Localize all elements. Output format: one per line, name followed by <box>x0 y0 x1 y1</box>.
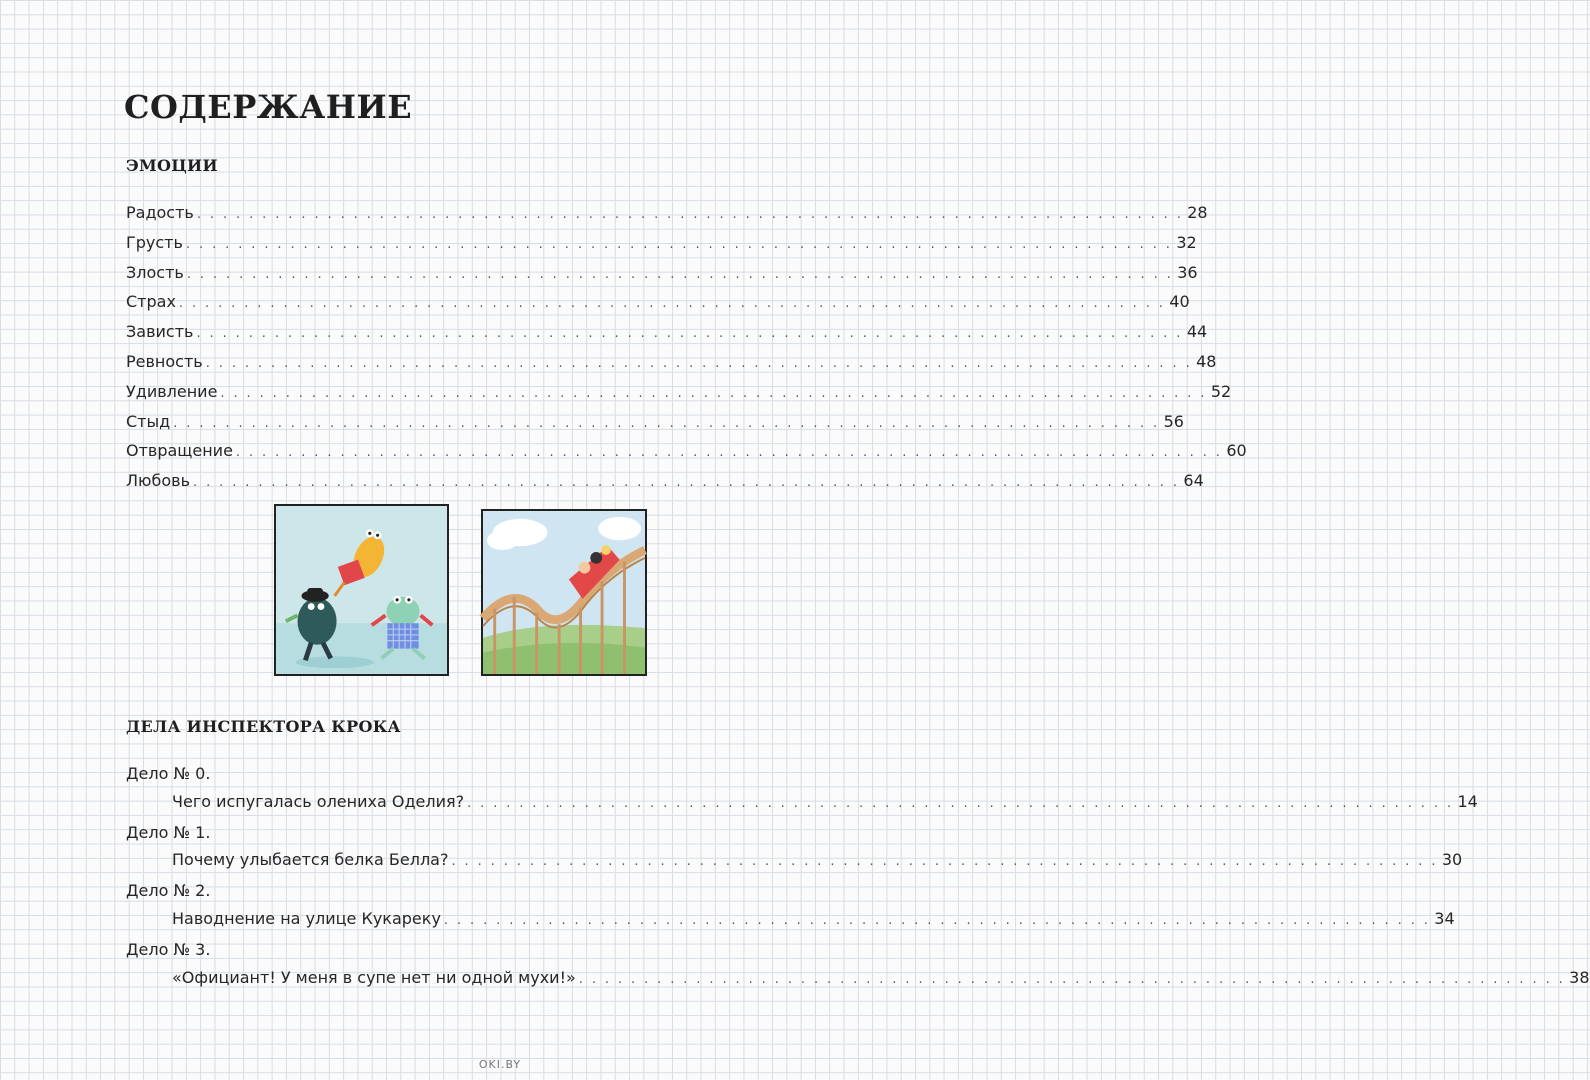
toc-entry-label: Любовь <box>126 471 191 491</box>
case-entry <box>126 760 1478 818</box>
toc-entry-page: 64 <box>1183 471 1204 491</box>
toc-entry[interactable] <box>126 905 1455 935</box>
case-entry <box>126 877 1455 935</box>
toc-entry[interactable] <box>126 846 1463 876</box>
toc-entry-label: Страх <box>126 292 176 312</box>
page-title: СОДЕРЖАНИЕ <box>124 88 413 126</box>
dot-leader: . . . . . . . . . . . . . . . . . . . . . . . . . . . . . . . . . . . . . . . . . . . . . . . . . . . . . . . . . . . . . . . . . . . . . . . . . . . . <box>578 971 1566 987</box>
toc-entry-page: 32 <box>1176 232 1197 252</box>
dot-leader: . . . . . . . . . . . . . . . . . . . . . . . . . . . . . . . . . . . . . . . . . . . . . . . . . . . . . . . . . . . . . . . . . . . . . . . . . . . . <box>443 912 1431 928</box>
dot-leader: . . . . . . . . . . . . . . . . . . . . . . . . . . . . . . . . . . . . . . . . . . . . . . . . . . . . . . . . . . . . . . . . . . . . . . . . . . . . <box>186 266 1174 282</box>
watermark: OKI.BY <box>478 1058 522 1071</box>
section-title-emotions: ЭМОЦИИ <box>126 156 218 175</box>
case-number: Дело № 0. <box>126 764 211 783</box>
dancing-characters-illustration <box>274 504 449 676</box>
roller-coaster-illustration <box>481 509 647 676</box>
dot-leader: . . . . . . . . . . . . . . . . . . . . . . . . . . . . . . . . . . . . . . . . . . . . . . . . . . . . . . . . . . . . . . . . . . . . . . . . . . . . <box>467 795 1454 811</box>
dot-leader: . . . . . . . . . . . . . . . . . . . . . . . . . . . . . . . . . . . . . . . . . . . . . . . . . . . . . . . . . . . . . . . . . . . . . . . . . . . . <box>193 475 1180 491</box>
roller-coaster-image <box>483 511 645 674</box>
toc-entry[interactable] <box>126 467 1204 497</box>
toc-entry[interactable] <box>126 788 1478 818</box>
toc-entry-page: 40 <box>1169 292 1190 312</box>
dot-leader: . . . . . . . . . . . . . . . . . . . . . . . . . . . . . . . . . . . . . . . . . . . . . . . . . . . . . . . . . . . . . . . . . . . . . . . . . . . . <box>196 326 1183 342</box>
section-title-cases: ДЕЛА ИНСПЕКТОРА КРОКА <box>126 717 401 736</box>
case-number: Дело № 2. <box>126 881 211 901</box>
dot-leader: . . . . . . . . . . . . . . . . . . . . . . . . . . . . . . . . . . . . . . . . . . . . . . . . . . . . . . . . . . . . . . . . . . . . . . . . . . . . <box>235 445 1223 461</box>
toc-entry-label: «Официант! У меня в супе нет ни одной мухи!» <box>172 967 576 987</box>
toc-entry[interactable] <box>126 229 1197 259</box>
toc-entry-page: 38 <box>1569 967 1590 987</box>
dot-leader: . . . . . . . . . . . . . . . . . . . . . . . . . . . . . . . . . . . . . . . . . . . . . . . . . . . . . . . . . . . . . . . . . . . . . . . . . . . . <box>451 854 1438 870</box>
toc-entry-page: 30 <box>1441 850 1463 870</box>
toc-entry-page: 48 <box>1196 351 1217 371</box>
toc-entry-page: 52 <box>1210 381 1232 401</box>
toc-entry-label: Удивление <box>126 381 218 401</box>
case-entry <box>126 819 1463 877</box>
toc-entry-label: Наводнение на улице Кукареку <box>172 908 441 928</box>
toc-entry-label: Чего испугалась олениха Оделия? <box>172 791 465 811</box>
toc-entry[interactable] <box>126 199 1208 229</box>
toc-entry-page: 14 <box>1457 791 1478 811</box>
dot-leader: . . . . . . . . . . . . . . . . . . . . . . . . . . . . . . . . . . . . . . . . . . . . . . . . . . . . . . . . . . . . . . . . . . . . . . . . . . . . <box>173 415 1160 431</box>
toc-entry-page: 28 <box>1187 203 1208 222</box>
case-entry <box>126 936 1590 994</box>
dot-leader: . . . . . . . . . . . . . . . . . . . . . . . . . . . . . . . . . . . . . . . . . . . . . . . . . . . . . . . . . . . . . . . . . . . . . . . . . . . . <box>178 296 1166 312</box>
toc-entry-label: Зависть <box>126 322 194 342</box>
toc-entry[interactable] <box>126 288 1190 318</box>
toc-entry-label: Грусть <box>126 232 183 252</box>
toc-entry-label: Радость <box>126 203 194 222</box>
toc-entry-page: 44 <box>1186 322 1208 342</box>
case-number: Дело № 3. <box>126 939 211 959</box>
toc-entry-page: 34 <box>1434 908 1455 928</box>
toc-entry-page: 60 <box>1226 441 1247 461</box>
toc-entry[interactable] <box>126 408 1184 438</box>
toc-entry-page: 56 <box>1163 411 1184 431</box>
toc-entry-label: Злость <box>126 262 184 282</box>
toc-entry-label: Почему улыбается белка Белла? <box>172 850 449 870</box>
dot-leader: . . . . . . . . . . . . . . . . . . . . . . . . . . . . . . . . . . . . . . . . . . . . . . . . . . . . . . . . . . . . . . . . . . . . . . . . . . . . <box>205 355 1193 371</box>
toc-entry[interactable] <box>126 259 1198 289</box>
dot-leader: . . . . . . . . . . . . . . . . . . . . . . . . . . . . . . . . . . . . . . . . . . . . . . . . . . . . . . . . . . . . . . . . . . . . . . . . . . . . <box>185 236 1173 252</box>
toc-entry[interactable] <box>126 378 1232 408</box>
case-number: Дело № 1. <box>126 822 211 842</box>
emotions-toc-list <box>126 199 1247 497</box>
cases-toc-list <box>126 760 1590 994</box>
toc-entry-page: 36 <box>1177 262 1198 282</box>
toc-entry-label: Ревность <box>126 351 203 371</box>
dancing-characters-image <box>276 506 447 674</box>
dot-leader: . . . . . . . . . . . . . . . . . . . . . . . . . . . . . . . . . . . . . . . . . . . . . . . . . . . . . . . . . . . . . . . . . . . . . . . . . . . . <box>220 385 1207 401</box>
toc-entry[interactable] <box>126 437 1247 467</box>
toc-entry[interactable] <box>126 964 1590 994</box>
toc-entry[interactable] <box>126 318 1208 348</box>
toc-entry[interactable] <box>126 348 1217 378</box>
toc-entry-label: Отвращение <box>126 441 233 461</box>
toc-entry-label: Стыд <box>126 411 171 431</box>
dot-leader: . . . . . . . . . . . . . . . . . . . . . . . . . . . . . . . . . . . . . . . . . . . . . . . . . . . . . . . . . . . . . . . . . . . . . . . . . . . . <box>196 207 1184 222</box>
